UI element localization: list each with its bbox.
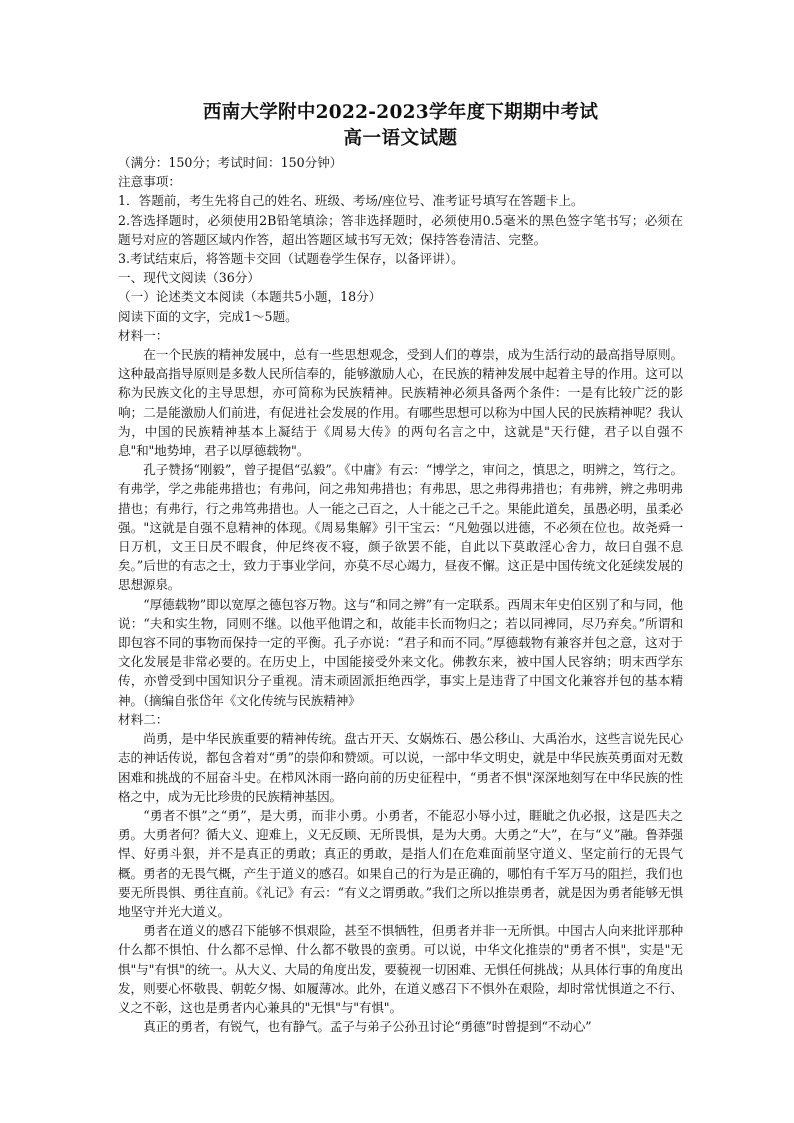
score-time: （满分：150分；考试时间：150分钟） <box>118 155 343 170</box>
exam-subtitle: 高一语文试题 <box>343 128 458 149</box>
section-subtitle: （一）论述类文本阅读（本题共5小题，18分） <box>118 289 382 305</box>
paragraph: “勇者不惧”之“勇”，是大勇，而非小勇。小勇者，不能忍小辱小过，睚眦之仇必报，这是匹夫之勇。大勇者何？循大义、迎难上，义无反顾、无所畏惧，是为大勇。大勇之“大”，在与“义”融。鲁莽强悍、好勇斗狠，并不是真正的勇敢；真正的勇敢，是指人们在危难面前坚守道义、坚定前行的无畏气概。勇者的无畏气概，产生于道义的感召。如果自己的行为是正确的，哪怕有千军万马的阻拦，我们也要无所畏惧、勇往直前。《礼记》有云：“有义之谓勇敢。”我们之所以推崇勇者，就是因为勇者能够无惧地坚守并光大道义。 <box>118 807 683 919</box>
instruction: 阅读下面的文字，完成1～5题。 <box>118 308 298 324</box>
notice-title: 注意事项： <box>118 174 181 190</box>
paragraph: 尚勇，是中华民族重要的精神传统。盘古开天、女娲炼石、愚公移山、大禹治水，这些言说先民心志的神话传说，都包含着对“勇”的崇仰和赞颂。可以说，一部中华文明史，就是中华民族英勇面对无数困难和挑战的不屈奋斗史。在栉风沐雨一路向前的历史征程中，“勇者不惧"深深地刻写在中华民族的性格之中，成为无比珍贵的民族精神基因。 <box>118 731 683 804</box>
paragraph: “厚德载物”即以宽厚之德包容万物。这与“和同之辨”有一定联系。西周末年史伯区别了和与同，他说：“夫和实生物，同则不继。以他平他谓之和，故能丰长而物归之；若以同裨同，尽乃弃矣。”所谓和即包容不同的事物而保持一定的平衡。孔子亦说：“君子和而不同。”厚德载物有兼容并包之意，这对于文化发展是非常必要的。在历史上，中国能接受外来文化。佛教东来，被中国人民容纳；明末西学东传，亦曾受到中国知识分子重视。清末顽固派拒绝西学，事实上是违背了中国文化兼容并包的基本精神。（摘编自张岱年《文化传统与民族精神》 <box>118 596 683 708</box>
paragraph: 真正的勇者，有锐气，也有静气。孟子与弟子公孙丑讨论“勇德”时曾提到“不动心” <box>143 1019 592 1035</box>
paragraph: 孔子赞扬“刚毅”，曾子提倡“弘毅”。《中庸》有云：“博学之，审问之，慎思之，明辨之，笃行之。有弗学，学之弗能弗措也；有弗问，问之弗知弗措也；有弗思，思之弗得弗措也；有弗辨，辨之弗明弗措也；有弗行，行之弗笃弗措也。人一能之己百之，人十能之己千之。果能此道矣，虽愚必明，虽柔必强。"这就是自强不息精神的体现。《周易集解》引干宝云：“凡勉强以进德，不必须在位也。故尧舜一日万机，文王日昃不暇食，仲尼终夜不寝，颜子欲罢不能，自此以下莫敢淫心舍力，故曰自强不息矣。”后世的有志之士，致力于事业学问，亦莫不尽心竭力，昼夜不懈。这正是中国传统文化延续发展的思想源泉。 <box>118 462 683 593</box>
part-title: 一、现代文阅读（36分） <box>118 270 260 286</box>
notice-item: 2.答选择题时，必须使用2B铅笔填涂；答非选择题时，必须使用0.5毫米的黑色签字笔书写；必须在题号对应的答题区域内作答，超出答题区域书写无效；保持答卷清洁、完整。 <box>118 212 683 247</box>
paragraph: 勇者在道义的感召下能够不惧艰险，甚至不惧牺牲，但勇者并非一无所惧。中国古人向来批评那种什么都不惧怕、什么都不忌惮、什么都不敬畏的蛮勇。可以说，中华文化推崇的"勇者不惧"，实是"无惧"与"有惧"的统一。从大义、大局的角度出发，要藐视一切困难、无惧任何挑战；从具体行事的角度出发，则要心怀敬畏、朝乾夕惕、如履薄冰。此外，在道义感召下不惧外在艰险，却时常忧惧道之不行、义之不彰，这也是勇者内心兼具的"无惧"与"有惧"。 <box>118 923 683 1015</box>
exam-title: 西南大学附中2022-2023学年度下期期中考试 <box>202 102 599 123</box>
paragraph: 在一个民族的精神发展中，总有一些思想观念，受到人们的尊崇，成为生活行动的最高指导原则。这种最高指导原则是多数人民所信奉的，能够激励人心，在民族的精神发展中起着主导的作用。这可以称为民族文化的主导思想，亦可简称为民族精神。民族精神必须具备两个条件：一是有比较广泛的影响；二是能激励人们前进，有促进社会发展的作用。有哪些思想可以称为中国人民的民族精神呢？我认为，中国的民族精神基本上凝结于《周易大传》的两句名言之中，这就是"天行健，君子以自强不息"和"地势坤，君子以厚德载物"。 <box>118 347 683 459</box>
exam-page <box>118 100 683 1036</box>
notice-item: 3.考试结束后，将答题卡交回（试题卷学生保存，以备评讲）。 <box>118 251 464 267</box>
material-label: 材料一： <box>118 327 169 343</box>
material-label: 材料二： <box>118 711 169 727</box>
notice-item: 1．答题前，考生先将自己的姓名、班级、考场/座位号、准考证号填写在答题卡上。 <box>118 193 584 209</box>
